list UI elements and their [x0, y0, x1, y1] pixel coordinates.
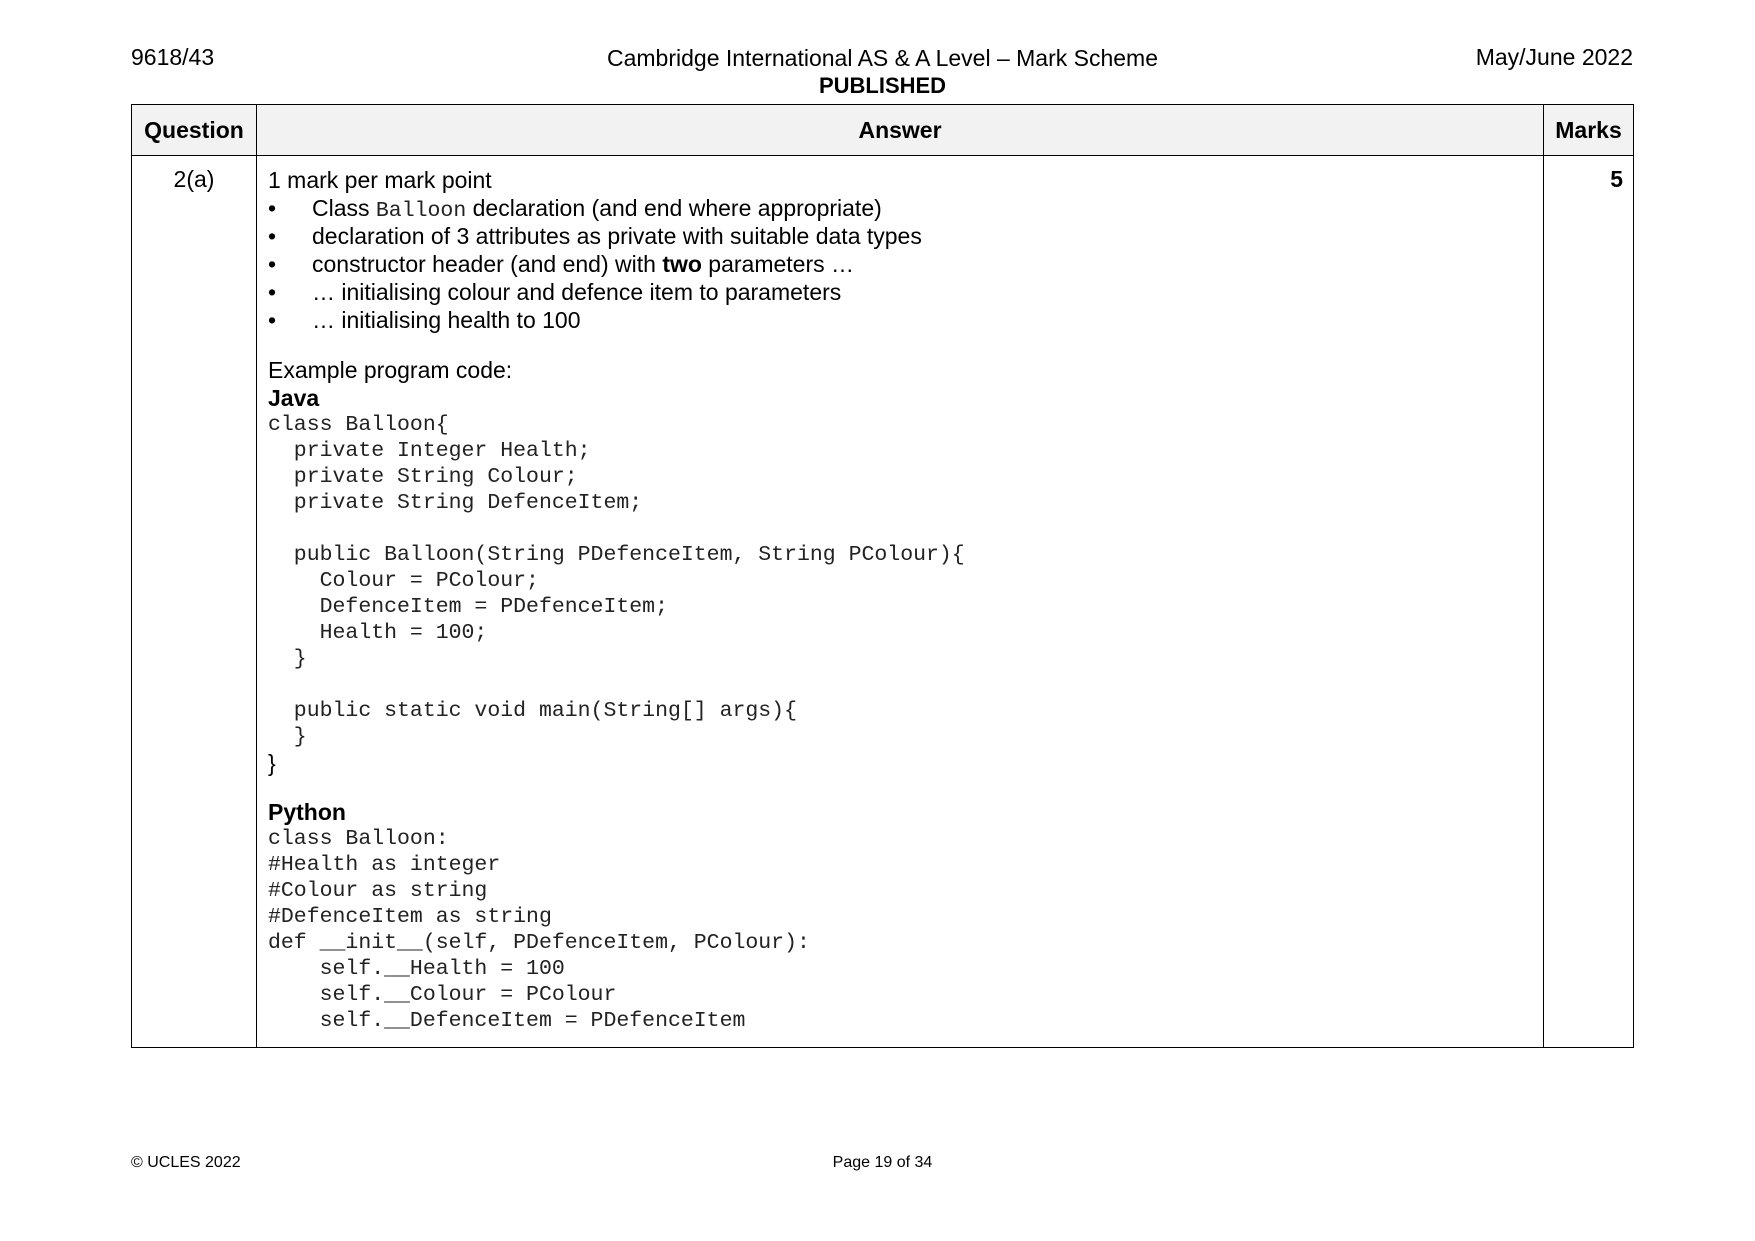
page-number: Page 19 of 34: [832, 1154, 933, 1171]
code-line: class Balloon{: [268, 413, 449, 437]
document-code: 9618/43: [131, 44, 215, 70]
code-line: Colour = PColour;: [268, 569, 539, 593]
code-line: }: [268, 647, 307, 671]
bullet-icon: •: [268, 195, 277, 221]
bullet-text: Class: [312, 195, 376, 221]
mark-intro: 1 mark per mark point: [268, 167, 492, 193]
list-item: [268, 194, 1533, 222]
example-label: Example program code:: [268, 357, 513, 383]
bullet-text: … initialising colour and defence item to parameters: [312, 279, 842, 305]
column-header-answer: Answer: [257, 105, 1544, 156]
bullet-icon: •: [268, 279, 277, 305]
bullet-text: declaration of 3 attributes as private with suitable data types: [312, 223, 922, 249]
question-number: 2(a): [132, 156, 257, 1048]
python-label: Python: [268, 799, 346, 825]
bullet-icon: •: [268, 223, 277, 249]
python-code-block: [268, 826, 1533, 1034]
list-item: [268, 278, 1533, 306]
code-line: self.__DefenceItem = PDefenceItem: [268, 1009, 746, 1033]
code-line: #Health as integer: [268, 853, 501, 877]
list-item: [268, 250, 1533, 278]
code-line: DefenceItem = PDefenceItem;: [268, 595, 668, 619]
code-line: private Integer Health;: [268, 439, 591, 463]
code-line: private String Colour;: [268, 465, 578, 489]
bullet-text: declaration (and end where appropriate): [466, 195, 882, 221]
code-line: public static void main(String[] args){: [268, 699, 797, 723]
header-subtitle: PUBLISHED: [818, 73, 947, 98]
java-code-block: [268, 412, 1533, 776]
header-title: Cambridge International AS & A Level – Mark Scheme: [606, 45, 1159, 71]
bullet-text: … initialising health to 100: [312, 307, 581, 333]
exam-session: May/June 2022: [1475, 44, 1633, 70]
table-header-row: [132, 105, 1634, 156]
bold-text: two: [662, 251, 702, 277]
java-label: Java: [268, 385, 320, 411]
table-row: [132, 156, 1634, 1048]
bullet-icon: •: [268, 251, 277, 277]
code-line-closing-brace: }: [268, 750, 276, 776]
answer-cell: [257, 156, 1544, 1048]
code-line: #DefenceItem as string: [268, 905, 552, 929]
bullet-text: parameters …: [701, 251, 855, 277]
code-line: [268, 672, 1533, 698]
code-line: def __init__(self, PDefenceItem, PColour):: [268, 931, 810, 955]
bullet-text: constructor header (and end) with: [312, 251, 663, 277]
code-line: [268, 516, 1533, 542]
code-line: #Colour as string: [268, 879, 488, 903]
bullet-icon: •: [268, 307, 277, 333]
column-header-question: Question: [132, 105, 257, 156]
column-header-marks: Marks: [1544, 105, 1634, 156]
inline-code: Balloon: [375, 199, 467, 223]
code-line: self.__Health = 100: [268, 957, 565, 981]
copyright-notice: © UCLES 2022: [131, 1154, 241, 1171]
code-line: public Balloon(String PDefenceItem, String PColour){: [268, 543, 965, 567]
list-item: [268, 222, 1533, 250]
code-line: Health = 100;: [268, 621, 488, 645]
code-line: self.__Colour = PColour: [268, 983, 617, 1007]
marks-value: 5: [1544, 156, 1634, 1048]
mark-scheme-table: [131, 104, 1634, 1048]
code-line: private String DefenceItem;: [268, 491, 643, 515]
list-item: [268, 306, 1533, 334]
code-line: class Balloon:: [268, 827, 449, 851]
code-line: }: [268, 725, 307, 749]
